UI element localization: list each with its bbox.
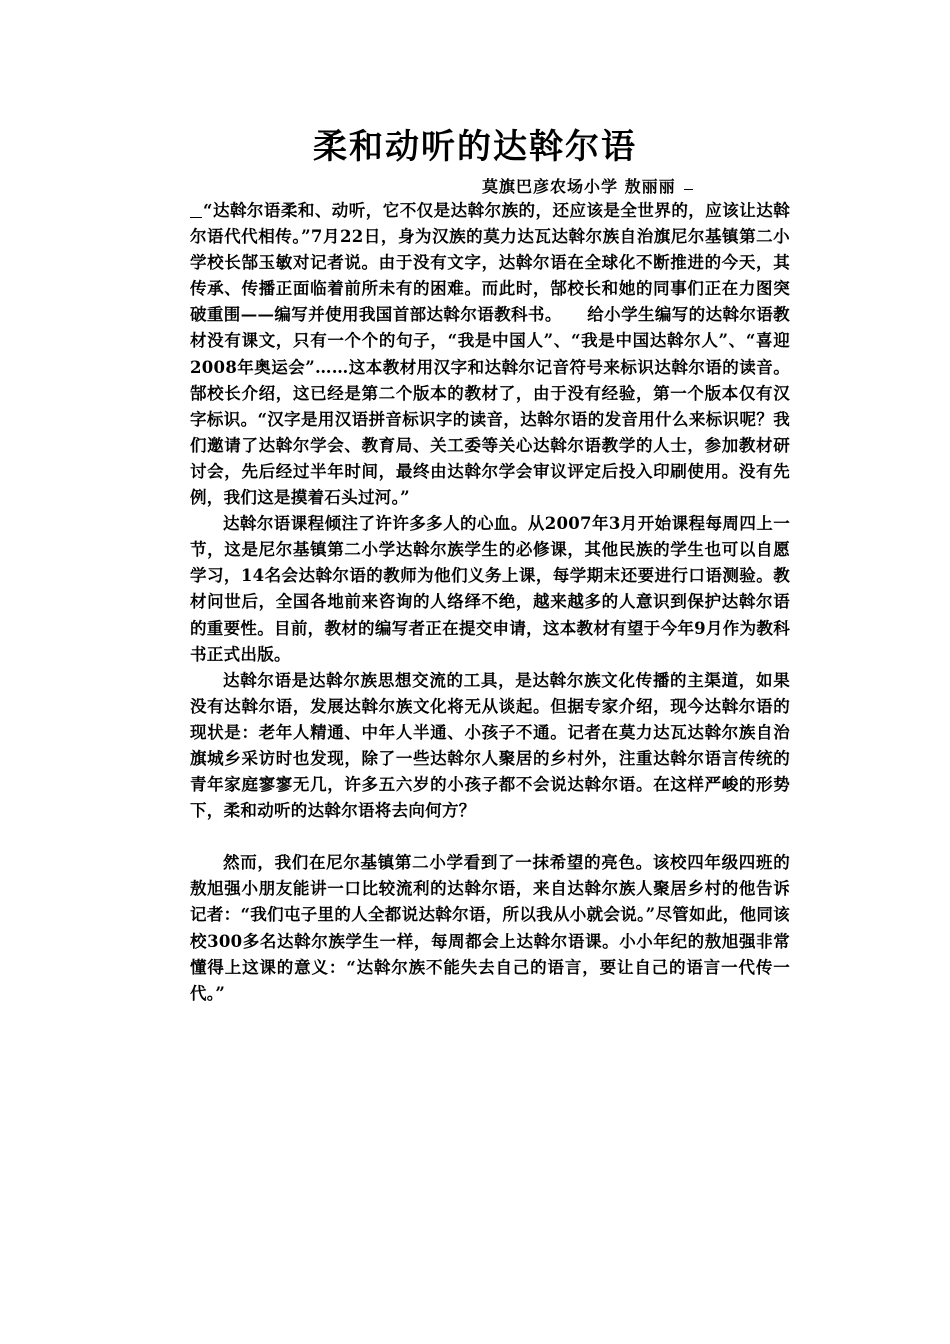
author-byline: [482, 176, 693, 198]
paragraph-4: 然而，我们在尼尔基镇第二小学看到了一抹希望的亮色。该校四年级四班的敖旭强小朋友能讲一口比较流利的达斡尔语，来自达斡尔族人聚居乡村的他告诉记者：“我们屯子里的人全都说达斡尔语，所以我从小就会说。”尽管如此，他同该校300多名达斡尔族学生一样，每周都会上达斡尔语课。小小年纪的敖旭强非常懂得上这课的意义：“达斡尔族不能失去自己的语言，要让自己的语言一代传一代。”: [190, 853, 790, 1003]
article-title: 柔和动听的达斡尔语: [313, 127, 637, 167]
author-byline-text: 莫旗巴彦农场小学 敖丽丽: [482, 177, 676, 196]
byline-underline-mark: [684, 189, 693, 190]
paragraph-1: [190, 198, 790, 511]
paragraph-2: 达斡尔语课程倾注了许许多多人的心血。从2007年3月开始课程每周四上一节，这是尼尔基镇第二小学达斡尔族学生的必修课，其他民族的学生也可以自愿学习，14名会达斡尔语的教师为他们义务上课，每学期末还要进行口语测验。教材问世后，全国各地前来咨询的人络绎不绝，越来越多的人意识到保护达斡尔语的重要性。目前，教材的编写者正在提交申请，这本教材有望于今年9月作为教科书正式出版。: [190, 514, 790, 664]
paragraph-leading-mark: [190, 217, 202, 218]
paragraph-3: 达斡尔语是达斡尔族思想交流的工具，是达斡尔族文化传播的主渠道，如果没有达斡尔语，发展达斡尔族文化将无从谈起。但据专家介绍，现今达斡尔语的现状是：老年人精通、中年人半通、小孩子不通。记者在莫力达瓦达斡尔族自治旗城乡采访时也发现，除了一些达斡尔人聚居的乡村外，注重达斡尔语言传统的青年家庭寥寥无几，许多五六岁的小孩子都不会说达斡尔语。在这样严峻的形势下，柔和动听的达斡尔语将去向何方？: [190, 670, 790, 821]
article-body: [190, 198, 790, 1007]
paragraph-1-text: “达斡尔语柔和、动听，它不仅是达斡尔族的，还应该是全世界的，应该让达斡尔语代代相传。”7月22日，身为汉族的莫力达瓦达斡尔族自治旗尼尔基镇第二小学校长郜玉敏对记者说。由于没有文字，达斡尔语在全球化不断推进的今天，其传承、传播正面临着前所未有的困难。而此时，郜校长和她的同事们正在力图突破重围——编写并使用我国首部达斡尔语教科书。 给小学生编写的达斡尔语教材没有课文，只有一个个的句子，“我是中国人”、“我是中国达斡尔人”、“喜迎2008年奥运会”……这本教材用汉字和达斡尔记音符号来标识达斡尔语的读音。郜校长介绍，这已经是第二个版本的教材了，由于没有经验，第一个版本仅有汉字标识。“汉字是用汉语拼音标识字的读音，达斡尔语的发音用什么来标识呢？我们邀请了达斡尔学会、教育局、关工委等关心达斡尔语教学的人士，参加教材研讨会，先后经过半年时间，最终由达斡尔学会审议评定后投入印刷使用。没有先例，我们这是摸着石头过河。”: [190, 201, 790, 508]
